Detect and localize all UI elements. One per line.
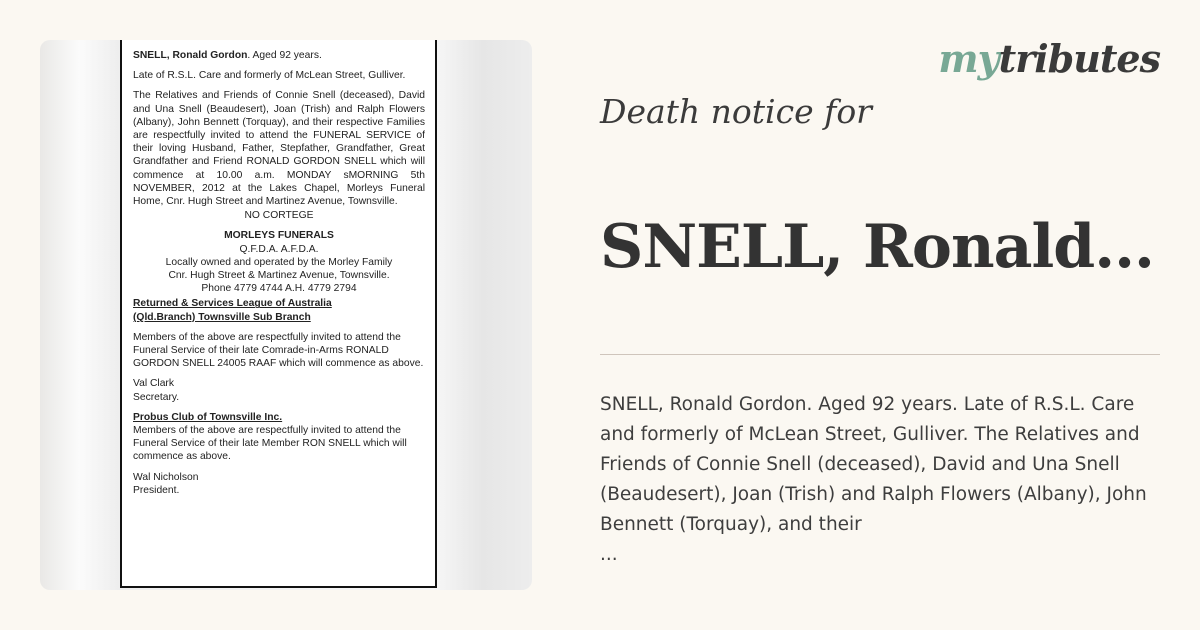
- cortege-note: NO CORTEGE: [244, 210, 314, 222]
- divider: [600, 354, 1160, 355]
- funeral-home-line1: Locally owned and operated by the Morley Family: [165, 256, 393, 268]
- funeral-home-name: MORLEYS FUNERALS: [224, 230, 334, 242]
- funeral-home-quals: Q.F.D.A. A.F.D.A.: [239, 243, 319, 255]
- probus-signer: Wal Nicholson: [133, 471, 199, 483]
- rsl-role: Secretary.: [133, 391, 180, 403]
- death-notice-label: Death notice for: [600, 92, 872, 131]
- probus-heading: Probus Club of Townsville Inc.: [133, 411, 283, 423]
- summary-ellipsis: ...: [600, 544, 618, 565]
- notice-name-line: [133, 49, 425, 62]
- deceased-title: SNELL, Ronald...: [600, 212, 1154, 282]
- funeral-home-phone: Phone 4779 4744 A.H. 4779 2794: [201, 283, 357, 295]
- deceased-age: . Aged 92 years.: [247, 50, 322, 61]
- rsl-body: Members of the above are respectfully invited to attend the Funeral Service of their late Comrade-in-Arms RONALD GORDON SNELL 24005 RAAF which will commence as above.: [133, 331, 424, 370]
- probus-body: Members of the above are respectfully invited to attend the Funeral Service of their late Member RON SNELL which will commence as above.: [133, 425, 407, 463]
- newspaper-clipping: [120, 40, 437, 588]
- deceased-name: SNELL, Ronald Gordon: [133, 50, 248, 61]
- notice-summary: [600, 390, 1160, 570]
- logo-suffix: tributes: [998, 36, 1160, 81]
- notice-body: The Relatives and Friends of Connie Snell (deceased), David and Una Snell (Beaudesert), Joan (Trish) and Ralph Flowers (Albany), John Bennett (Torquay), and their respective Families are respectfully invited to attend the FUNERAL SERVICE of their loving Husband, Father, Stepfather, Grandfather, Great Grandfather and Friend RONALD GORDON SNELL which will commence at 10.00 a.m. MONDAY sMORNING 5th NOVEMBER, 2012 at the Lakes Chapel, Morleys Funeral Home, Cnr. Hugh Street and Martinez Avenue, Townsville.: [133, 90, 425, 208]
- probus-role: President.: [133, 484, 180, 496]
- mytributes-logo[interactable]: [938, 36, 1160, 81]
- logo-prefix: my: [938, 36, 999, 81]
- summary-text: SNELL, Ronald Gordon. Aged 92 years. Late of R.S.L. Care and formerly of McLean Street, Gulliver. The Relatives and Friends of Connie Snell (deceased), David and Una Snell (Beaudesert), Joan (Trish) and Ralph Flowers (Albany), John Bennett (Torquay), and their: [600, 394, 1147, 535]
- late-of: Late of R.S.L. Care and formerly of McLean Street, Gulliver.: [133, 70, 406, 82]
- rsl-signer: Val Clark: [133, 378, 175, 390]
- rsl-heading-2: (Qld.Branch) Townsville Sub Branch: [133, 311, 311, 323]
- funeral-home-line2: Cnr. Hugh Street & Martinez Avenue, Townsville.: [168, 270, 390, 282]
- rsl-heading-1: Returned & Services League of Australia: [133, 298, 332, 310]
- notice-image: [40, 40, 532, 590]
